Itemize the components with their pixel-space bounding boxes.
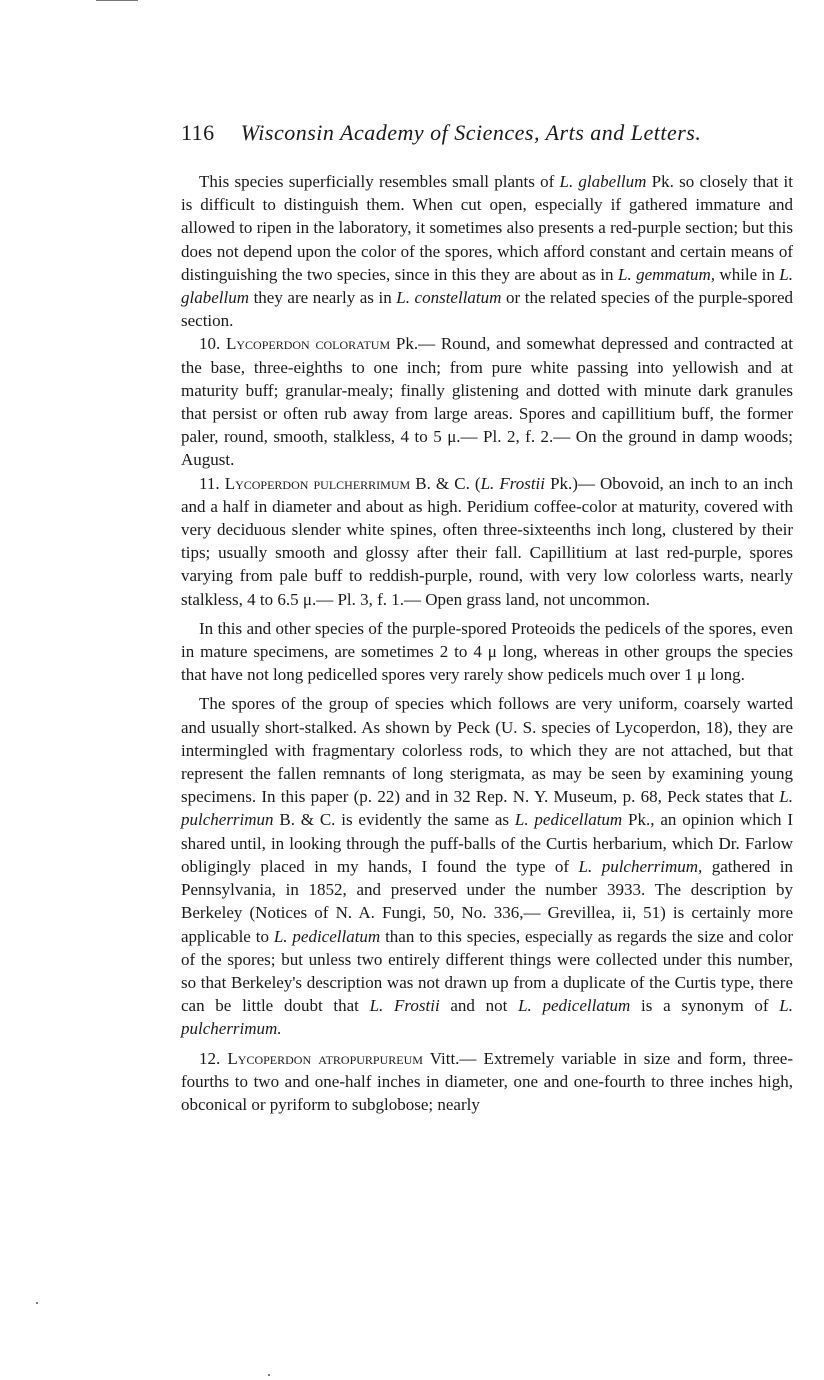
species-name: L. gemmatum, bbox=[618, 264, 715, 284]
entry-number: 11. bbox=[199, 473, 225, 493]
species-name: L. glabellum bbox=[181, 264, 793, 308]
text-run: Pk. so closely that it is difficult to distinguish them. When cut open, especially if gathered immature and allowed to ripen in the laboratory, it sometimes also presents a red-purple section; but this does not depend upon the color of the spores, which afford constant and certain means of distinguishing the two species, since in this they are about as in bbox=[181, 172, 793, 284]
species-name: L. pedicellatum bbox=[514, 810, 623, 830]
species-name: L. pulcherrimum, bbox=[578, 856, 703, 876]
paragraph-10-lycoperdon-coloratum bbox=[181, 332, 793, 471]
running-header bbox=[181, 120, 801, 146]
top-edge-rule bbox=[96, 0, 138, 1]
species-name: L. pedicellatum bbox=[518, 996, 631, 1016]
entry-species-name: Lycoperdon coloratum bbox=[226, 334, 391, 354]
text-run: Vitt.— Extremely variable in size and form, three-fourths to two and one-half inches in diameter, one and one-fourth to three inches high, obconical or pyriform to subglobose; nearly bbox=[181, 1048, 793, 1114]
paragraph-11-lycoperdon-pulcherrimum bbox=[181, 472, 793, 611]
species-name: L. Frostii bbox=[369, 996, 440, 1016]
entry-number: 12. bbox=[199, 1048, 228, 1068]
text-run: Pk.)— Obovoid, an inch to an inch and a half in diameter and about as high. Peridium coffee-color at maturity, covered with very deciduous slender white spines, often three-sixteenths inch long, clustered by their tips; usually smooth and glossy after their fall. Capillitium at last red-purple, spores varying from pale buff to reddish-purple, round, with very low colorless warts, nearly stalkless, 4 to 6.5 μ.— Pl. 3, f. 1.— Open grass land, not uncommon. bbox=[181, 473, 794, 609]
text-run: This species superficially resembles small plants of bbox=[199, 172, 560, 191]
species-name: L. pulcherrimum. bbox=[181, 996, 794, 1039]
entry-species-name: Lycoperdon atropurpureum bbox=[227, 1048, 423, 1068]
page-number: 116 bbox=[181, 120, 215, 145]
species-name: L. constellatum bbox=[396, 288, 502, 308]
page-body bbox=[181, 170, 793, 1116]
text-run: gathered in Pennsylvania, in 1852, and preserved under the number 3933. The description by Berkeley (Notices of N. A. Fungi, 50, No. 336,— Grevillea, ii, 51) is certainly more applicable to bbox=[181, 856, 793, 946]
paper-speck bbox=[268, 1374, 270, 1376]
text-run: B. & C. is evidently the same as bbox=[273, 810, 515, 830]
text-run: or the related species of the purple-spored section. bbox=[181, 288, 793, 331]
entry-species-name: Lycoperdon pulcherrimum bbox=[224, 473, 411, 493]
paragraph-1 bbox=[181, 170, 793, 332]
text-run: than to this species, especially as regards the size and color of the spores; but unless two entirely different things were collected under this number, so that Berkeley's description was not drawn up from a duplicate of the Curtis type, there can be little doubt that bbox=[181, 926, 794, 1016]
species-name: L. pedicellatum bbox=[273, 926, 381, 946]
running-title: Wisconsin Academy of Sciences, Arts and Letters. bbox=[240, 120, 702, 145]
text-run: The spores of the group of species which follows are very uniform, coarsely warted and usually short-stalked. As shown by Peck (U. S. species of Lycoperdon, 18), they are intermingled with fragmentary colorless rods, to which they are not attached, but that represent the fallen remnants of long sterigmata, as may be seen by examining young specimens. In this paper (p. 22) and in 32 Rep. N. Y. Museum, p. 68, Peck states that bbox=[181, 694, 793, 807]
species-name: L. pulcherrimun bbox=[181, 787, 793, 830]
paragraph-spore-group bbox=[181, 692, 793, 1040]
paragraph-pedicels bbox=[181, 617, 793, 687]
species-name: L. glabellum bbox=[559, 172, 647, 191]
entry-number: 10. bbox=[199, 334, 226, 354]
text-run: Pk., an opinion which I shared until, in looking through the puff-balls of the Curtis herbarium, which Dr. Farlow obligingly placed in my hands, I found the type of bbox=[181, 810, 793, 876]
text-run: Pk.— Round, and somewhat depressed and contracted at the base, three-eighths to one inch; from pure white passing into yellowish and at maturity buff; granular-mealy; finally glistening and dotted with minute dark granules that persist or often rub away from large areas. Spores and capillitium buff, the former paler, round, smooth, stalkless, 4 to 5 μ.— Pl. 2, f. 2.— On the ground in damp woods; August. bbox=[181, 334, 794, 470]
paragraph-12-lycoperdon-atropurpureum bbox=[181, 1047, 793, 1117]
text-run: B. & C. ( bbox=[410, 473, 481, 493]
text-run: In this and other species of the purple-spored Proteoids the pedicels of the spores, even in mature specimens, are sometimes 2 to 4 μ long, whereas in other groups the species that have not long pedicelled spores very rarely show pedicels much over 1 μ long. bbox=[181, 618, 793, 685]
species-name: L. Frostii bbox=[480, 473, 545, 493]
text-run: and not bbox=[439, 996, 519, 1016]
paper-speck bbox=[36, 1302, 38, 1304]
text-run: they are nearly as in bbox=[249, 288, 397, 308]
text-run: while in bbox=[714, 264, 780, 284]
text-run: is a synonym of bbox=[630, 996, 780, 1016]
